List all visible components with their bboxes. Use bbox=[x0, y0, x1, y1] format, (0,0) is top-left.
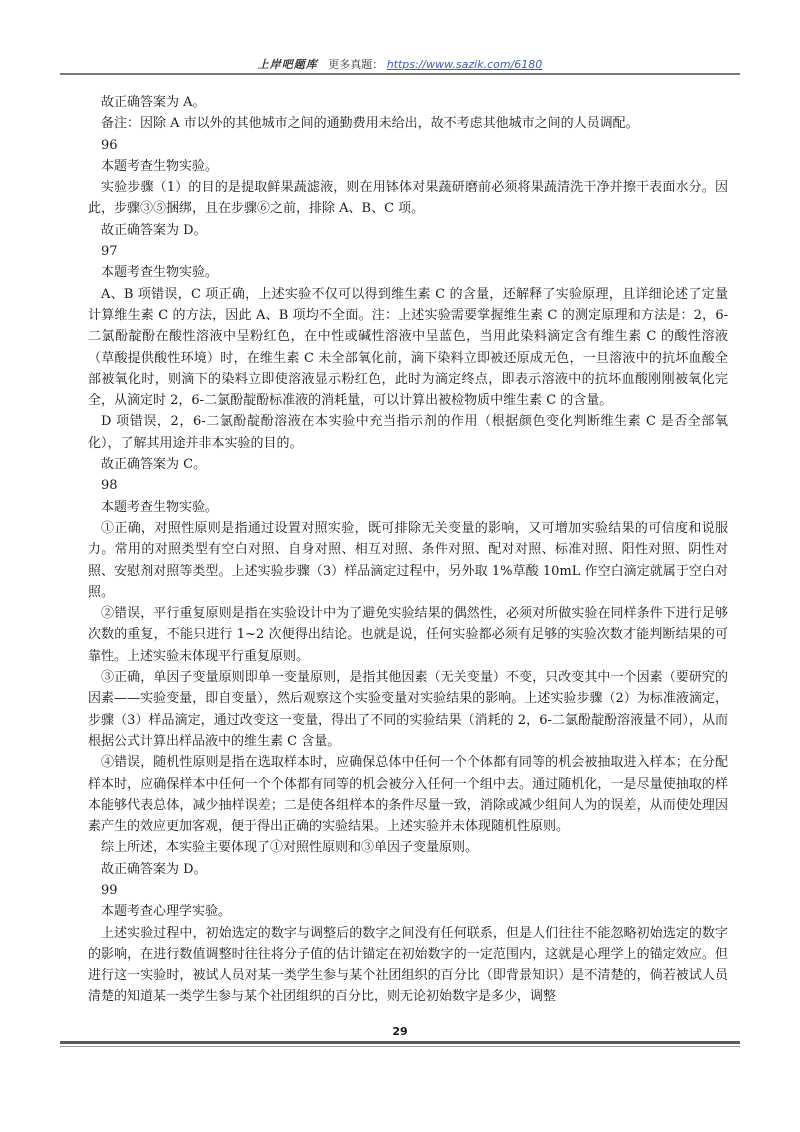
paragraph: ②错误，平行重复原则是指在实验设计中为了避免实验结果的偶然性，必须对所做实验在同样条件下进行足够次数的重复，不能只进行 1~2 次便得出结论。也就是说，任何实验都必须有足够的实验次数才能判断结果的可靠性。上述实验未体现平行重复原则。 bbox=[88, 606, 728, 664]
document-body bbox=[88, 92, 728, 1008]
header-divider bbox=[60, 73, 740, 75]
paragraph: 本题考查心理学实验。 bbox=[101, 904, 232, 920]
paragraph: 本题考查生物实验。 bbox=[101, 265, 219, 281]
paragraph: 实验步骤（1）的目的是提取鲜果蔬滤液，则在用钵体对果蔬研磨前必须将果蔬清洗干净并擦干表面水分。因此，步骤③⑤捆绑，且在步骤⑥之前，排除 A、B、C 项。 bbox=[88, 180, 728, 217]
paragraph: 故正确答案为 A。 bbox=[101, 95, 206, 110]
question-number: 99 bbox=[101, 882, 118, 898]
paragraph: 故正确答案为 D。 bbox=[101, 222, 207, 238]
paragraph: 备注：因除 A 市以外的其他城市之间的通勤费用未给出，故不考虑其他城市之间的人员调配。 bbox=[101, 116, 639, 132]
question-number: 97 bbox=[101, 244, 118, 260]
header-link[interactable]: https://www.sazik.com/6180 bbox=[386, 58, 543, 71]
paragraph: 上述实验过程中，初始选定的数字与调整后的数字之间没有任何联系，但是人们往往不能忽略初始选定的数字的影响，在进行数值调整时往往将分子值的估计锚定在初始数字的一定范围内，这就是心理学上的锚定效应。但进行这一实验时，被试人员对某一类学生参与某个社团组织的百分比（即背景知识）是不清楚的，倘若被试人员清楚的知道某一类学生参与某个社团组织的百分比，则无论初始数字是多少，调整 bbox=[88, 925, 728, 1005]
paragraph: 本题考查生物实验。 bbox=[101, 499, 219, 515]
footer-divider-thin bbox=[60, 1046, 740, 1047]
paragraph: A、B 项错误，C 项正确，上述实验不仅可以得到维生素 C 的含量，还解释了实验原理，且详细论述了定量计算维生素 C 的方法，因此 A、B 项均不全面。注：上述实验需要掌握维生素 C 的测定原理和方法是：2，6-二氯酚靛酚在酸性溶液中呈粉红色，在中性或碱性溶液中呈蓝色，当用此染料滴定含有维生素 C 的酸性溶液（草酸提供酸性环境）时，在维生素 C 未全部氧化前，滴下染料立即被还原成无色，一旦溶液中的抗坏血酸全部被氧化时，则滴下的染料立即使溶液显示粉红色，此时为滴定终点，即表示溶液中的抗坏血酸刚刚被氧化完全，从滴定时 2，6-二氯酚靛酚标准液的消耗量，可以计算出被检物质中维生素 C 的含量。 bbox=[88, 286, 728, 409]
paragraph: ③正确，单因子变量原则即单一变量原则，是指其他因素（无关变量）不变，只改变其中一个因素（要研究的因素——实验变量，即自变量），然后观察这个实验变量对实验结果的影响。上述实验步骤（2）为标准液滴定，步骤（3）样品滴定，通过改变这一变量，得出了不同的实验结果（消耗的 2，6-二氯酚靛酚溶液量不同），从而根据公式计算出样品液中的维生素 C 含量。 bbox=[88, 670, 728, 749]
paragraph: 故正确答案为 C。 bbox=[101, 457, 207, 473]
paragraph: ①正确，对照性原则是指通过设置对照实验，既可排除无关变量的影响，又可增加实验结果的可信度和说服力。常用的对照类型有空白对照、自身对照、相互对照、条件对照、配对对照、标准对照、阳性对照、阴性对照、安慰剂对照等类型。上述实验步骤（3）样品滴定过程中，另外取 1%草酸 10mL 作空白滴定就属于空白对照。 bbox=[88, 520, 728, 600]
footer-divider bbox=[60, 1041, 740, 1044]
paragraph: 故正确答案为 D。 bbox=[101, 861, 207, 877]
paragraph: 本题考查生物实验。 bbox=[101, 158, 219, 174]
page-header bbox=[0, 56, 800, 72]
page-number: 29 bbox=[392, 1025, 408, 1038]
paragraph: D 项错误，2，6-二氯酚靛酚溶液在本实验中充当指示剂的作用（根据颜色变化判断维生素 C 是否全部氧化），了解其用途并非本实验的目的。 bbox=[88, 414, 728, 451]
header-label: 更多真题： bbox=[328, 58, 384, 71]
paragraph: 综上所述，本实验主要体现了①对照性原则和③单因子变量原则。 bbox=[101, 840, 479, 856]
paragraph: ④错误，随机性原则是指在选取样本时，应确保总体中任何一个个体都有同等的机会被抽取进入样本；在分配样本时，应确保样本中任何一个个体都有同等的机会被分入任何一个组中去。通过随机化，一是尽量使抽取的样本能够代表总体，减少抽样误差；二是使各组样本的条件尽量一致，消除或减少组间人为的误差，从而使处理因素产生的效应更加客观，便于得出正确的实验结果。上述实验并未体现随机性原则。 bbox=[88, 755, 728, 835]
question-number: 98 bbox=[101, 478, 118, 494]
question-number: 96 bbox=[101, 137, 118, 153]
header-brand: 上岸吧题库 bbox=[257, 58, 318, 71]
